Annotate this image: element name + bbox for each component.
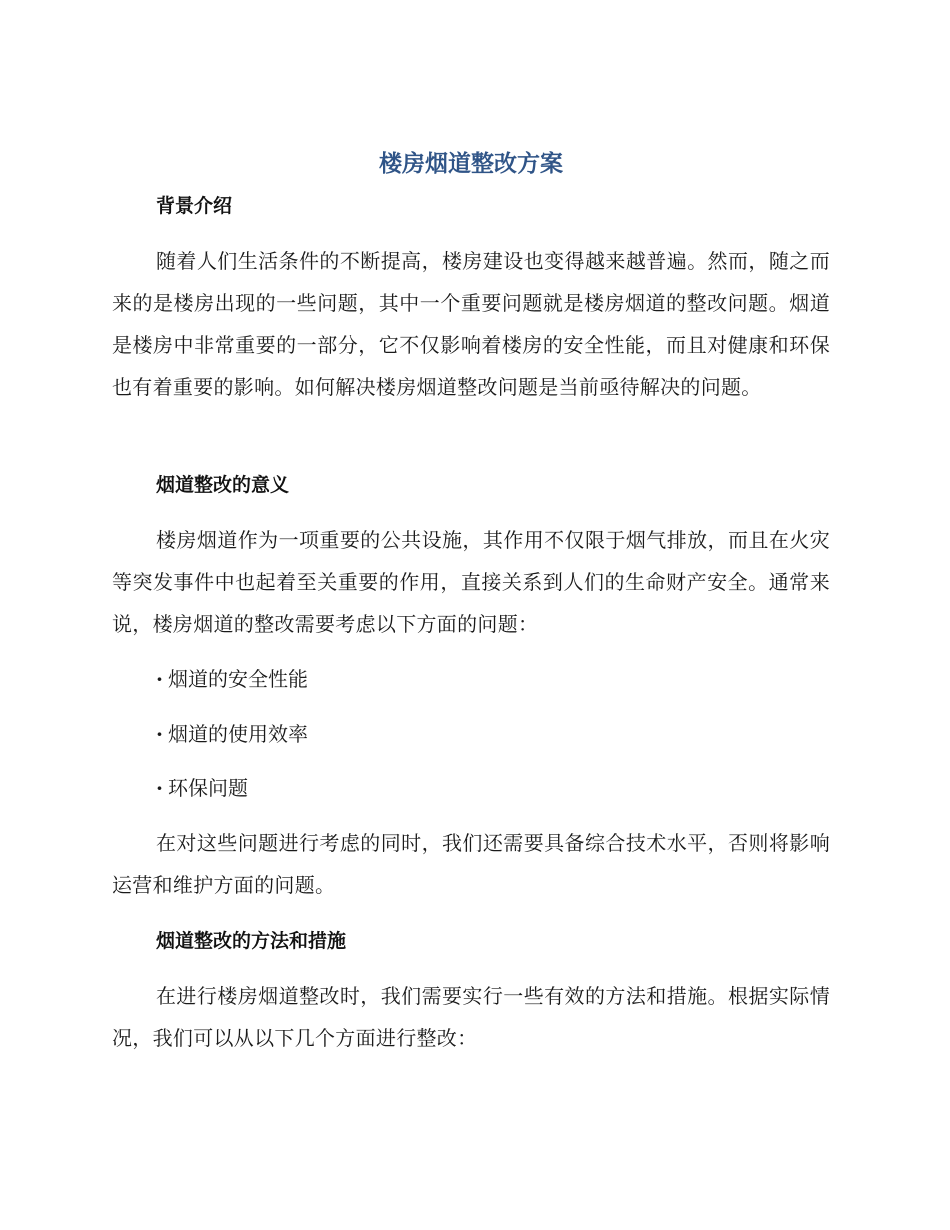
bullet-item xyxy=(156,719,308,749)
paragraph-significance: 楼房烟道作为一项重要的公共设施，其作用不仅限于烟气排放，而且在火灾等突发事件中也起着至关重要的作用，直接关系到人们的生命财产安全。通常来说，楼房烟道的整改需要考虑以下方面的问题： xyxy=(112,528,830,636)
bullet-text: 烟道的使用效率 xyxy=(168,722,308,746)
paragraph-methods: 在进行楼房烟道整改时，我们需要实行一些有效的方法和措施。根据实际情况，我们可以从以下几个方面进行整改： xyxy=(112,984,830,1050)
bullet-marker: · xyxy=(156,667,163,691)
paragraph-considerations: 在对这些问题进行考虑的同时，我们还需要具备综合技术水平，否则将影响运营和维护方面的问题。 xyxy=(112,831,830,897)
section-heading-methods: 烟道整改的方法和措施 xyxy=(156,930,347,952)
section-heading-background: 背景介绍 xyxy=(156,195,233,217)
bullet-marker: · xyxy=(156,722,163,746)
bullet-text: 烟道的安全性能 xyxy=(168,667,308,691)
bullet-item xyxy=(156,664,308,694)
bullet-marker: · xyxy=(156,776,163,800)
section-heading-significance: 烟道整改的意义 xyxy=(156,474,290,496)
document-title: 楼房烟道整改方案 xyxy=(379,151,563,177)
bullet-text: 环保问题 xyxy=(168,776,248,800)
bullet-item xyxy=(156,773,248,803)
paragraph-background: 随着人们生活条件的不断提高，楼房建设也变得越来越普遍。然而，随之而来的是楼房出现的一些问题，其中一个重要问题就是楼房烟道的整改问题。烟道是楼房中非常重要的一部分，它不仅影响着楼房的安全性能，而且对健康和环保也有着重要的影响。如何解决楼房烟道整改问题是当前亟待解决的问题。 xyxy=(112,249,830,399)
